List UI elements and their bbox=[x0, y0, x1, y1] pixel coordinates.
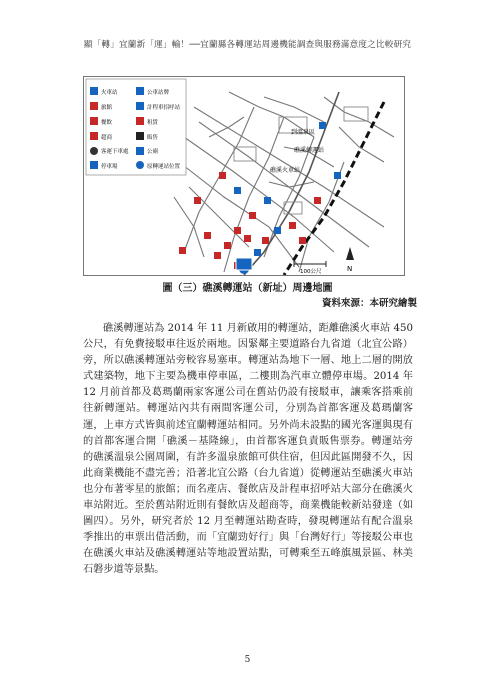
highway-route bbox=[244, 92, 339, 275]
legend-label-shop: 販售 bbox=[147, 135, 159, 141]
map-label-train-station: 礁溪火車站 bbox=[270, 167, 301, 174]
legend-label-toilet: 公廁 bbox=[147, 149, 159, 155]
legend-label-hotel: 旅館 bbox=[101, 105, 113, 111]
map-label-hot-spring: 到溫泉區 bbox=[291, 129, 316, 136]
legend-label-restaurant: 餐飲 bbox=[101, 120, 113, 126]
map-svg bbox=[84, 77, 404, 275]
legend-label-rental: 租賃 bbox=[147, 120, 159, 126]
scale-bar bbox=[294, 261, 326, 275]
map-label-station: 礁溪轉運站 bbox=[294, 147, 325, 154]
legend-bus-drop-icon bbox=[90, 147, 129, 155]
legend-label-bus-drop: 客運下車處 bbox=[101, 149, 129, 155]
map-figure bbox=[83, 76, 405, 276]
running-header: 顯「轉」宜蘭新「運」輸！──宜蘭縣各轉運站周邊機能調查與服務滿意度之比較研究 bbox=[83, 40, 412, 50]
north-arrow-icon bbox=[346, 247, 354, 273]
legend-label-parking: 停車場 bbox=[101, 164, 118, 170]
figure-source: 資料來源：本研究繪製 bbox=[321, 298, 417, 309]
legend-label-bus-stop: 公車站牌 bbox=[147, 90, 170, 96]
map-legend bbox=[86, 79, 186, 175]
legend-toilet-icon bbox=[136, 147, 159, 155]
legend-label-store: 超商 bbox=[101, 135, 113, 141]
page-number: 5 bbox=[244, 655, 251, 665]
legend-label-taxi: 計程車招呼站 bbox=[147, 105, 181, 111]
north-label: N bbox=[347, 265, 353, 273]
figure-caption: 圖（三）礁溪轉運站（新址）周邊地圖 bbox=[162, 283, 333, 294]
legend-label-old-station: 原轉運站位置 bbox=[147, 164, 181, 170]
poi-markers bbox=[179, 122, 341, 274]
legend-label-train: 火車站 bbox=[101, 90, 118, 96]
body-paragraph-container bbox=[83, 321, 413, 579]
scale-label: 100公尺 bbox=[300, 269, 322, 275]
body-paragraph: 礁溪轉運站為 2014 年 11 月新啟用的轉運站，距離礁溪火車站 450 公尺，有免費接駁車往返於兩地。因緊鄰主要道路台九省道（北宜公路）旁，所以礁溪轉運站旁較容易塞車。轉運站為地下一層、地上二層的開放式建築物，地下主要為機車停車區，二樓則為汽車立體停車場。2014 年 12 月前首都及葛瑪蘭兩家客運公司在舊站仍設有接駁車，讓乘客搭乘前往新轉運站。轉運站內共有兩間客運公司，分別為首都客運及葛瑪蘭客運，上車方式皆與前述宜蘭轉運站相同。另外尚未設點的國光客運與現有的首都客運合開「礁溪－基隆線」，由首都客運負責販售票券。轉運站旁的礁溪溫泉公園周圍，有許多溫泉旅館可供住宿，但因此區開發不久，因此商業機能不盡完善；沿著北宜公路（台九省道）從轉運站至礁溪火車站也分布著零星的旅館；而名產店、餐飲店及計程車招呼站大部分在礁溪火車站附近。至於舊站附近則有餐飲店及超商等，商業機能較新站發達（如圖四）。另外，研究者於 12 月至轉運站勘查時，發現轉運站有配合溫泉季推出的車票出借活動，而「宜蘭勁好行」與「台灣好行」等接駁公車也在礁溪火車站及礁溪轉運站等地設置站點，可轉乘至五峰旗風景區、林美石磐步道等景點。 bbox=[83, 323, 413, 576]
road-network bbox=[174, 92, 394, 272]
